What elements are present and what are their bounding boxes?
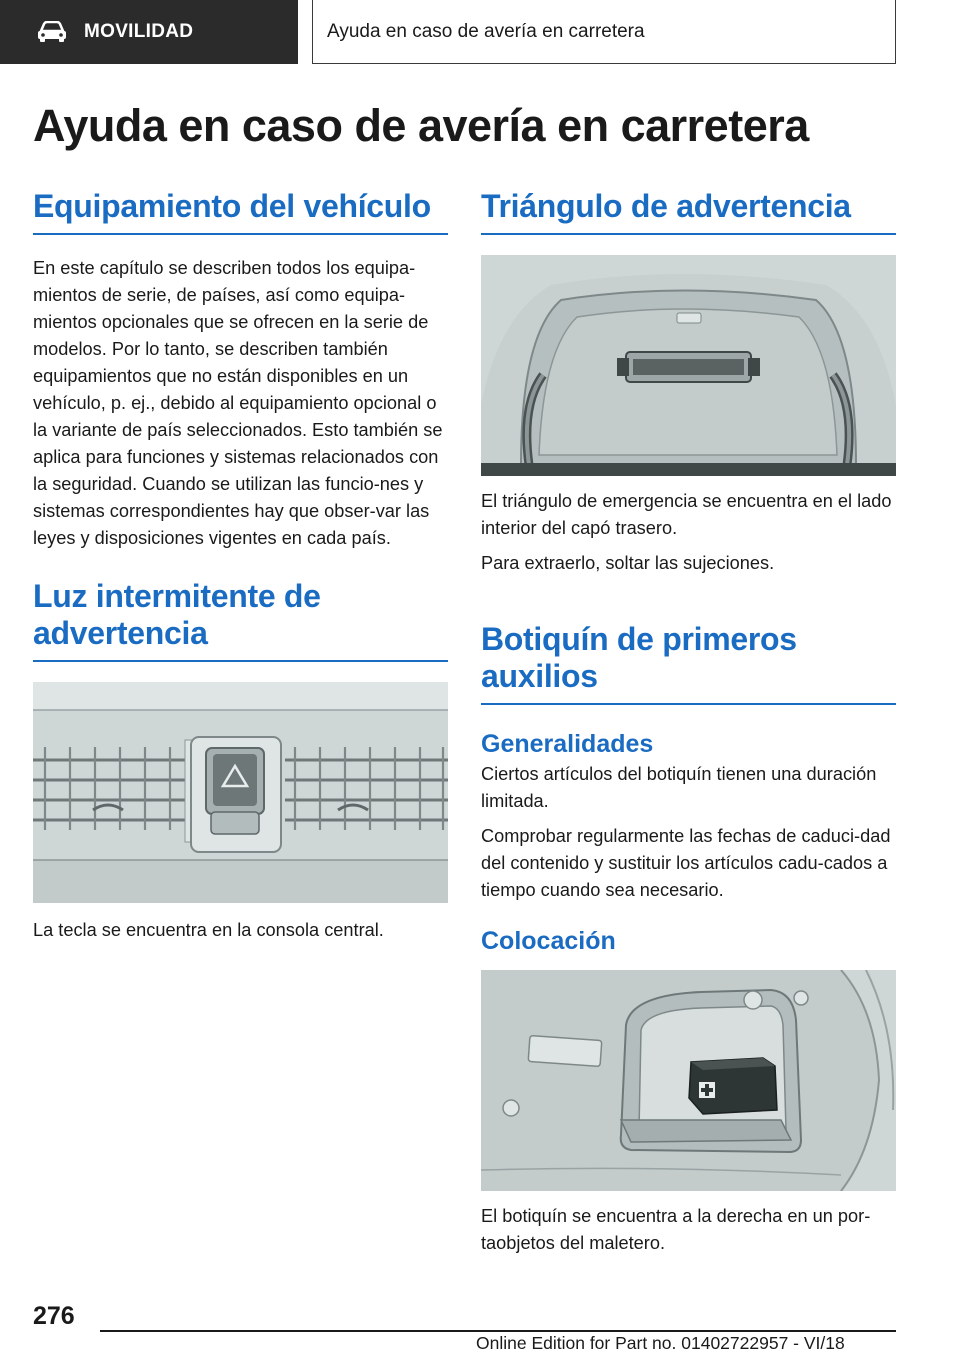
heading-botiquin — [481, 621, 896, 695]
heading-luz-line2: advertencia — [33, 615, 208, 651]
heading-rule — [481, 233, 896, 235]
left-column — [33, 188, 448, 944]
chapter-title: Ayuda en caso de avería en carretera — [327, 20, 645, 42]
heading-rule — [33, 660, 448, 662]
trunk-lid-drawing — [481, 255, 896, 476]
triangulo-caption-1: El triángulo de emergencia se encuentra en el lado interior del capó trasero. — [481, 491, 892, 538]
heading-equipamiento: Equipamiento del vehículo — [33, 188, 431, 224]
heading-luz-line1: Luz intermitente de — [33, 578, 321, 614]
heading-colocacion: Colocación — [481, 927, 616, 955]
section-label: MOVILIDAD — [84, 21, 194, 42]
generalidades-paragraph-1: Ciertos artículos del botiquín tienen una duración limitada. — [481, 764, 877, 811]
heading-botiquin-line2: auxilios — [481, 658, 598, 694]
header-section-tab — [0, 0, 298, 64]
trunk-lid-illustration — [481, 255, 896, 476]
first-aid-kit-illustration — [481, 970, 896, 1191]
page-number: 276 — [33, 1302, 75, 1330]
equipamiento-paragraph: En este capítulo se describen todos los equipa-mientos de serie, de países, así como equipa-mientos opcionales que se ofrecen en la serie de modelos. Por lo tanto, se describen también equipamientos que no están disponibles en un vehículo, p. ej., debido al equipamiento opcional o la variante de país seleccionados. Esto también se aplica para funciones y sistemas relacionados con la seguridad. Cuando se utilizan las funcio-nes y sistemas correspondientes hay que obser-var las leyes y disposiciones vigentes en cada país. — [33, 258, 443, 548]
luz-caption: La tecla se encuentra en la consola central. — [33, 920, 384, 940]
generalidades-paragraph-2: Comprobar regularmente las fechas de caduci-dad del contenido y sustituir los artículos cadu-cados a tiempo cuando sea necesario. — [481, 826, 891, 900]
header-chapter-title-box — [312, 0, 896, 64]
page-title: Ayuda en caso de avería en carretera — [33, 100, 809, 151]
heading-luz-intermitente — [33, 578, 448, 652]
first-aid-kit-drawing — [481, 970, 896, 1191]
right-column — [481, 188, 896, 1257]
heading-generalidades: Generalidades — [481, 730, 654, 758]
colocacion-caption: El botiquín se encuentra a la derecha en un por-taobjetos del maletero. — [481, 1206, 871, 1253]
triangulo-caption-2: Para extraerlo, soltar las sujeciones. — [481, 553, 775, 573]
heading-triangulo: Triángulo de advertencia — [481, 188, 851, 224]
heading-rule — [33, 233, 448, 235]
heading-rule — [481, 703, 896, 705]
hazard-switch-illustration — [33, 682, 448, 903]
car-icon — [36, 21, 68, 43]
footer-edition-text: Online Edition for Part no. 01402722957 - VI/18 — [476, 1333, 845, 1353]
heading-botiquin-line1: Botiquín de primeros — [481, 621, 797, 657]
hazard-switch-drawing — [33, 682, 448, 903]
footer-rule — [100, 1330, 896, 1332]
